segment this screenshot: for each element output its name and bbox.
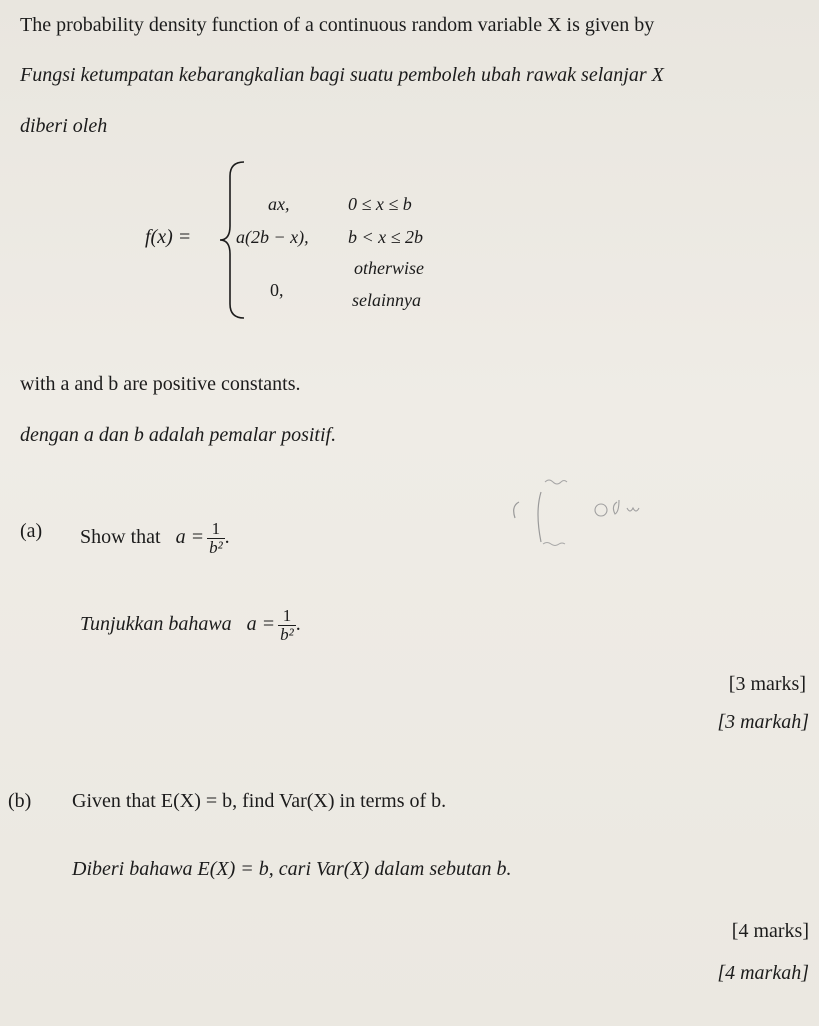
part-a-malay-fraction — [278, 607, 296, 644]
pdf-case3-cond-ms: selainnya — [352, 290, 421, 310]
pencil-scribble-icon — [505, 472, 665, 562]
constants-english: with a and b are positive constants. — [20, 373, 301, 395]
pdf-case3-expr: 0, — [270, 280, 284, 300]
part-b-marks-malay: [4 markah] — [717, 962, 809, 984]
part-a-english-text: Show that — [80, 526, 161, 549]
part-b-malay: Diberi bahawa E(X) = b, cari Var(X) dalam sebutan b. — [72, 858, 512, 880]
part-a-marks-english: [3 marks] — [728, 673, 806, 695]
intro-malay-line2: diberi oleh — [20, 115, 108, 137]
part-a-malay-fraction-num: 1 — [282, 606, 292, 625]
constants-malay: dengan a dan b adalah pemalar positif. — [20, 424, 337, 446]
part-a-english: Show that a = $\frac{1}{\text{b²}}$ . — [80, 519, 230, 557]
part-a-fraction-num: 1 — [211, 519, 221, 538]
part-a-malay-text: Tunjukkan bahawa — [80, 613, 232, 636]
part-a-label: (a) — [20, 520, 43, 542]
part-a-marks-malay: [3 markah] — [717, 711, 809, 733]
intro-malay-line1: Fungsi ketumpatan kebarangkalian bagi suatu pemboleh ubah rawak selanjar X — [20, 64, 664, 86]
pdf-case1-cond: 0 ≤ x ≤ b — [348, 194, 412, 214]
pdf-case2-expr: a(2b − x), — [236, 227, 309, 247]
part-b-marks-english: [4 marks] — [731, 920, 809, 942]
part-a-fraction — [207, 520, 225, 557]
part-a-malay-eq-lhs: a = — [246, 613, 276, 636]
pdf-case1-expr: ax, — [268, 194, 290, 214]
part-b-label: (b) — [8, 790, 32, 812]
pdf-case3-cond-en: otherwise — [354, 258, 424, 278]
pdf-lhs: f(x) = — [145, 226, 192, 248]
part-a-malay: Tunjukkan bahawa a = $\frac{1}{\text{b²}}$ . — [80, 606, 301, 644]
intro-english: The probability density function of a continuous random variable X is given by — [20, 14, 655, 36]
pdf-case2-cond: b < x ≤ 2b — [348, 227, 424, 247]
part-a-fraction-den: b² — [209, 538, 223, 557]
part-b-english: Given that E(X) = b, find Var(X) in terms of b. — [72, 790, 447, 812]
part-a-malay-fraction-den: b² — [280, 625, 294, 644]
part-a-eq-lhs: a = — [175, 526, 205, 549]
